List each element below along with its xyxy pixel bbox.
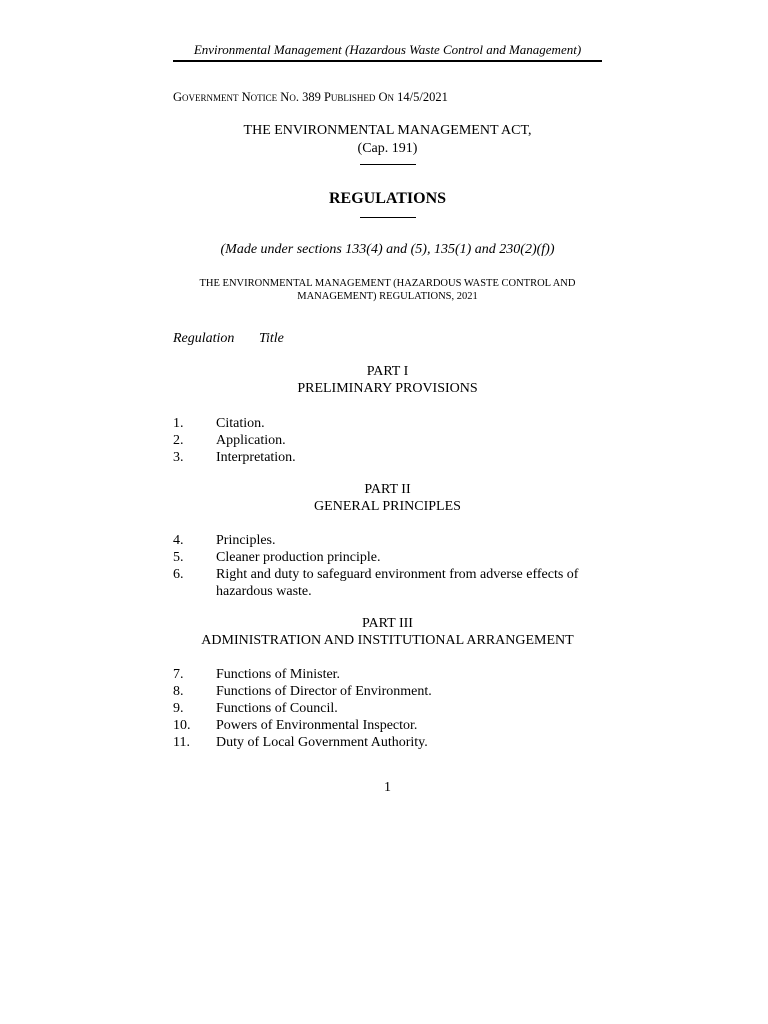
act-title: THE ENVIRONMENTAL MANAGEMENT ACT, [243, 123, 532, 138]
regulations-heading: REGULATIONS [328, 190, 447, 207]
item-title: Duty of Local Government Authority. [216, 735, 428, 750]
list-item [173, 717, 602, 734]
full-title-line: MANAGEMENT) REGULATIONS, 2021 [297, 291, 478, 302]
item-number: 6. [173, 567, 184, 582]
item-title: Powers of Environmental Inspector. [216, 718, 418, 733]
item-number: 9. [173, 701, 184, 716]
list-item [173, 734, 602, 751]
item-title: Cleaner production principle. [216, 550, 381, 565]
item-title: Citation. [216, 416, 265, 431]
list-item [173, 532, 602, 549]
regulation-list [173, 666, 602, 751]
part-heading [173, 363, 602, 397]
list-item [173, 666, 602, 683]
act-cap: (Cap. 191) [357, 141, 418, 156]
part-number: PART I [366, 364, 409, 379]
part-heading [173, 615, 602, 649]
part-number: PART III [362, 616, 413, 631]
part-number: PART II [364, 482, 411, 497]
list-item [173, 415, 602, 432]
list-item [173, 449, 602, 466]
part-title: GENERAL PRINCIPLES [314, 499, 461, 514]
item-number: 5. [173, 550, 184, 565]
item-number: 1. [173, 416, 184, 431]
item-title: Functions of Director of Environment. [216, 684, 432, 699]
divider [360, 164, 416, 165]
item-number: 2. [173, 433, 184, 448]
page-number: 1 [384, 780, 391, 795]
item-title: Interpretation. [216, 450, 296, 465]
list-item [173, 432, 602, 449]
column-header-regulation: Regulation [173, 331, 235, 346]
item-number: 8. [173, 684, 184, 699]
government-notice: Government Notice No. 389 Published On 14/5/2021 [173, 90, 448, 104]
column-headers [173, 331, 284, 347]
item-number: 4. [173, 533, 184, 548]
made-under-note: (Made under sections 133(4) and (5), 135(1) and 230(2)(f)) [220, 242, 555, 257]
part-heading [173, 481, 602, 515]
part-title: PRELIMINARY PROVISIONS [297, 381, 478, 396]
header-rule [173, 60, 602, 62]
column-header-title: Title [259, 331, 284, 346]
full-title-line: THE ENVIRONMENTAL MANAGEMENT (HAZARDOUS WASTE CONTROL AND [199, 278, 576, 289]
item-number: 10. [173, 718, 191, 733]
divider [360, 217, 416, 218]
running-header: Environmental Management (Hazardous Waste Control and Management) [193, 42, 582, 57]
list-item [173, 700, 602, 717]
item-title: Functions of Minister. [216, 667, 341, 682]
item-title: Application. [216, 433, 286, 448]
act-title-block [173, 122, 602, 165]
regulation-list [173, 415, 602, 466]
item-title: Functions of Council. [216, 701, 338, 716]
item-number: 7. [173, 667, 184, 682]
regulations-heading-block [173, 190, 602, 218]
item-number: 11. [173, 735, 190, 750]
list-item [173, 683, 602, 700]
item-number: 3. [173, 450, 184, 465]
regulation-list [173, 532, 602, 600]
part-title: ADMINISTRATION AND INSTITUTIONAL ARRANGEMENT [201, 633, 574, 648]
item-title: Principles. [216, 533, 276, 548]
item-title: Right and duty to safeguard environment from adverse effects of hazardous waste. [216, 567, 579, 599]
list-item [173, 549, 602, 566]
list-item [173, 566, 602, 600]
regulations-full-title [173, 277, 602, 303]
